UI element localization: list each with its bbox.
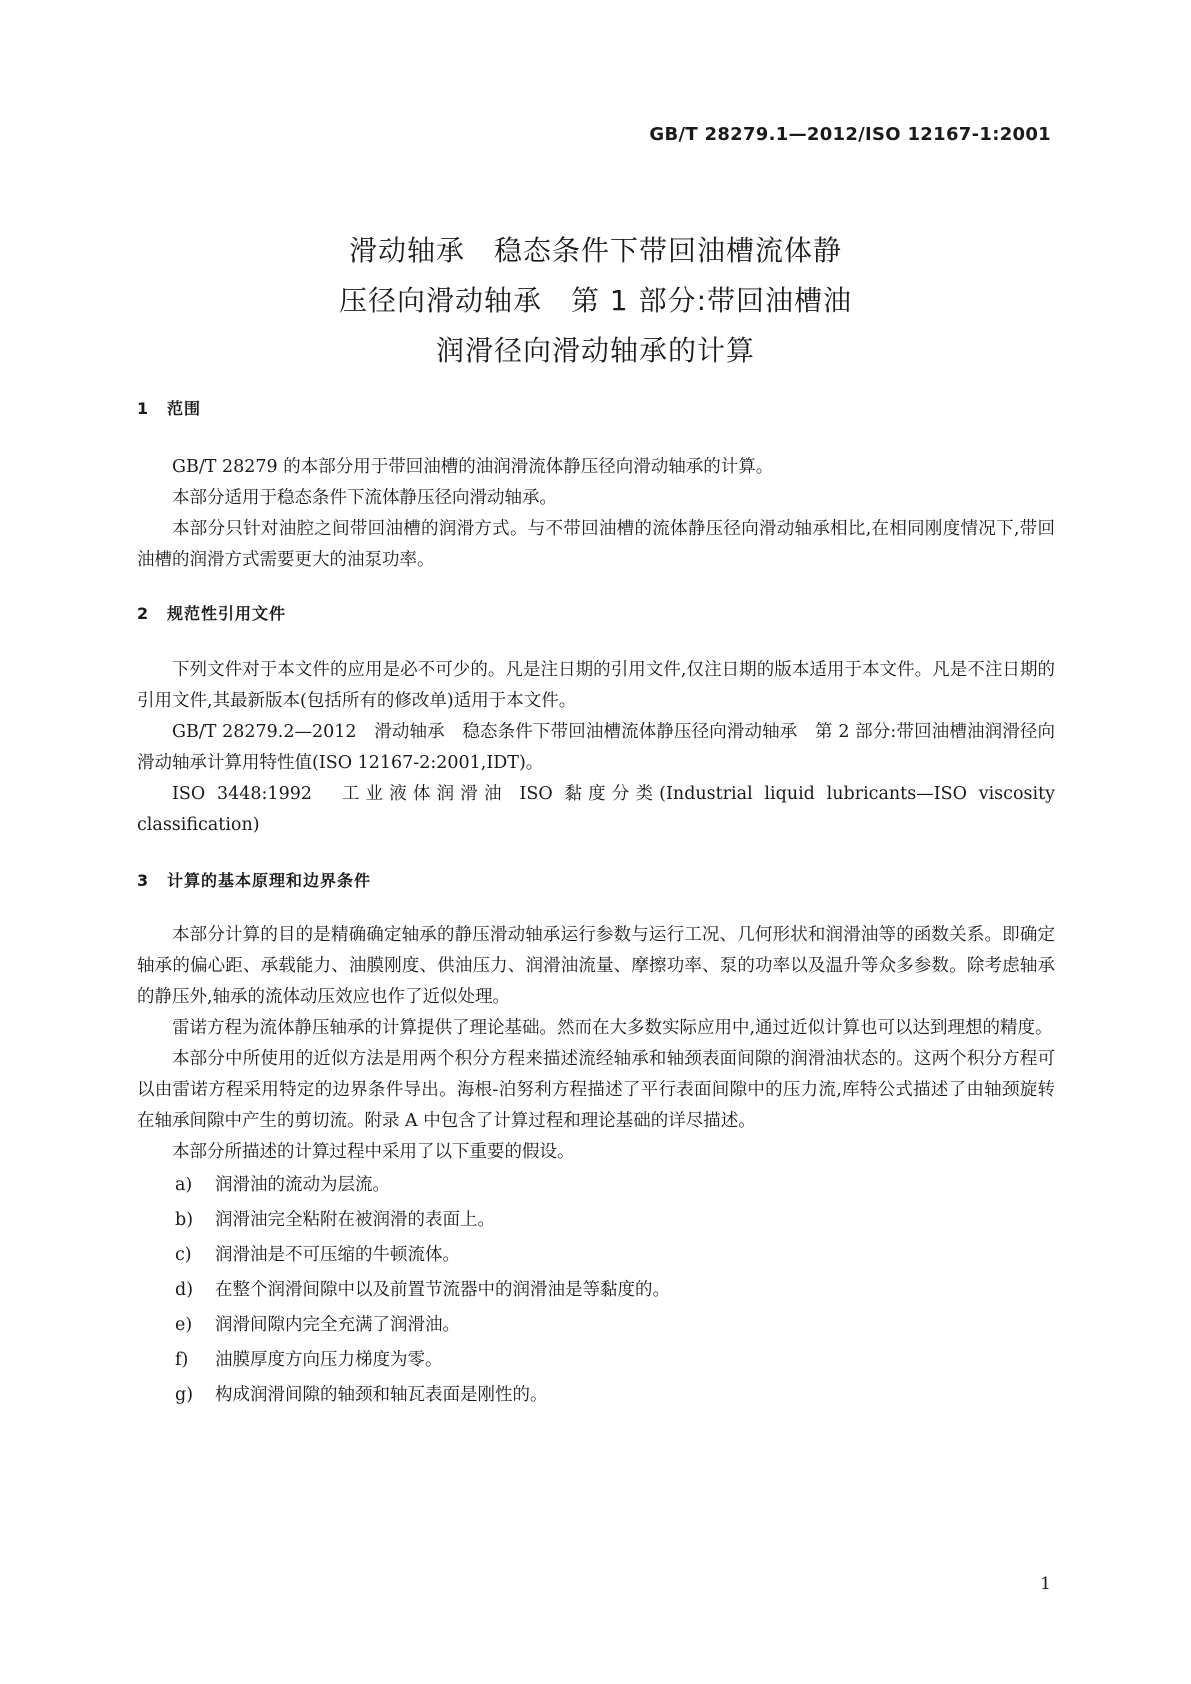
section-3-heading	[137, 868, 371, 891]
assumption-list	[137, 1168, 1055, 1413]
list-text: 油膜厚度方向压力梯度为零。	[215, 1350, 443, 1370]
page-number: 1	[1040, 1574, 1051, 1594]
section-title: 范围	[167, 399, 202, 418]
paragraph: 雷诺方程为流体静压轴承的计算提供了理论基础。然而在大多数实际应用中,通过近似计算也可以达到理想的精度。	[172, 1018, 1053, 1038]
list-item	[175, 1203, 1055, 1238]
list-text: 润滑间隙内完全充满了润滑油。	[215, 1315, 460, 1335]
list-item	[175, 1343, 1055, 1378]
title-line-2: 压径向滑动轴承 第 1 部分:带回油槽油	[338, 284, 853, 317]
list-item	[175, 1273, 1055, 1308]
section-1-heading	[137, 396, 201, 419]
list-text: 在整个润滑间隙中以及前置节流器中的润滑油是等黏度的。	[215, 1280, 670, 1300]
list-item	[175, 1308, 1055, 1343]
paragraph: 下列文件对于本文件的应用是必不可少的。凡是注日期的引用文件,仅注日期的版本适用于本文件。凡是不注日期的引用文件,其最新版本(包括所有的修改单)适用于本文件。	[137, 660, 1055, 711]
reference-entry: GB/T 28279.2—2012 滑动轴承 稳态条件下带回油槽流体静压径向滑动轴承 第 2 部分:带回油槽油润滑径向滑动轴承计算用特性值(ISO 12167-2:2001,IDT)。	[137, 722, 1055, 773]
paragraph: 本部分适用于稳态条件下流体静压径向滑动轴承。	[172, 488, 557, 508]
list-marker: d)	[175, 1280, 194, 1300]
list-marker: g)	[175, 1385, 194, 1405]
paragraph: 本部分中所使用的近似方法是用两个积分方程来描述流经轴承和轴颈表面间隙的润滑油状态的。这两个积分方程可以由雷诺方程采用特定的边界条件导出。海根-泊努利方程描述了平行表面间隙中的压力流,库特公式描述了由轴颈旋转在轴承间隙中产生的剪切流。附录 A 中包含了计算过程和理论基础的详尽描述。	[137, 1049, 1055, 1131]
list-text: 润滑油完全粘附在被润滑的表面上。	[215, 1210, 495, 1230]
section-number: 1	[137, 399, 150, 418]
paragraph: 本部分只针对油腔之间带回油槽的润滑方式。与不带回油槽的流体静压径向滑动轴承相比,在相同刚度情况下,带回油槽的润滑方式需要更大的油泵功率。	[137, 519, 1055, 570]
paragraph: 本部分计算的目的是精确确定轴承的静压滑动轴承运行参数与运行工况、几何形状和润滑油等的函数关系。即确定轴承的偏心距、承载能力、油膜刚度、供油压力、润滑油流量、摩擦功率、泵的功率以及温升等众多参数。除考虑轴承的静压外,轴承的流体动压效应也作了近似处理。	[137, 925, 1055, 1007]
list-marker: f)	[175, 1350, 189, 1370]
list-item	[175, 1378, 1055, 1413]
list-marker: b)	[175, 1210, 194, 1230]
section-number: 2	[137, 604, 150, 623]
reference-entry: ISO 3448:1992 工业液体润滑油 ISO 黏度分类(Industrial liquid lubricants—ISO viscosity classification)	[137, 784, 1055, 835]
list-item	[175, 1168, 1055, 1203]
list-marker: c)	[175, 1245, 192, 1265]
document-title	[0, 226, 1191, 376]
section-title: 计算的基本原理和边界条件	[167, 871, 372, 890]
list-item	[175, 1238, 1055, 1273]
section-2-heading	[137, 601, 286, 624]
paragraph: GB/T 28279 的本部分用于带回油槽的油润滑流体静压径向滑动轴承的计算。	[172, 457, 774, 477]
title-line-3: 润滑径向滑动轴承的计算	[435, 334, 755, 367]
list-marker: e)	[175, 1315, 193, 1335]
section-3-body	[137, 920, 1055, 1413]
title-line-1: 滑动轴承 稳态条件下带回油槽流体静	[348, 234, 842, 267]
section-number: 3	[137, 871, 150, 890]
list-text: 构成润滑间隙的轴颈和轴瓦表面是刚性的。	[215, 1385, 548, 1405]
section-2-body	[137, 655, 1055, 841]
list-text: 润滑油的流动为层流。	[215, 1175, 390, 1195]
list-text: 润滑油是不可压缩的牛顿流体。	[215, 1245, 460, 1265]
standard-code: GB/T 28279.1—2012/ISO 12167-1:2001	[649, 124, 1051, 145]
section-1-body	[137, 452, 1055, 576]
section-title: 规范性引用文件	[167, 604, 287, 623]
list-marker: a)	[175, 1175, 193, 1195]
paragraph: 本部分所描述的计算过程中采用了以下重要的假设。	[172, 1142, 575, 1162]
